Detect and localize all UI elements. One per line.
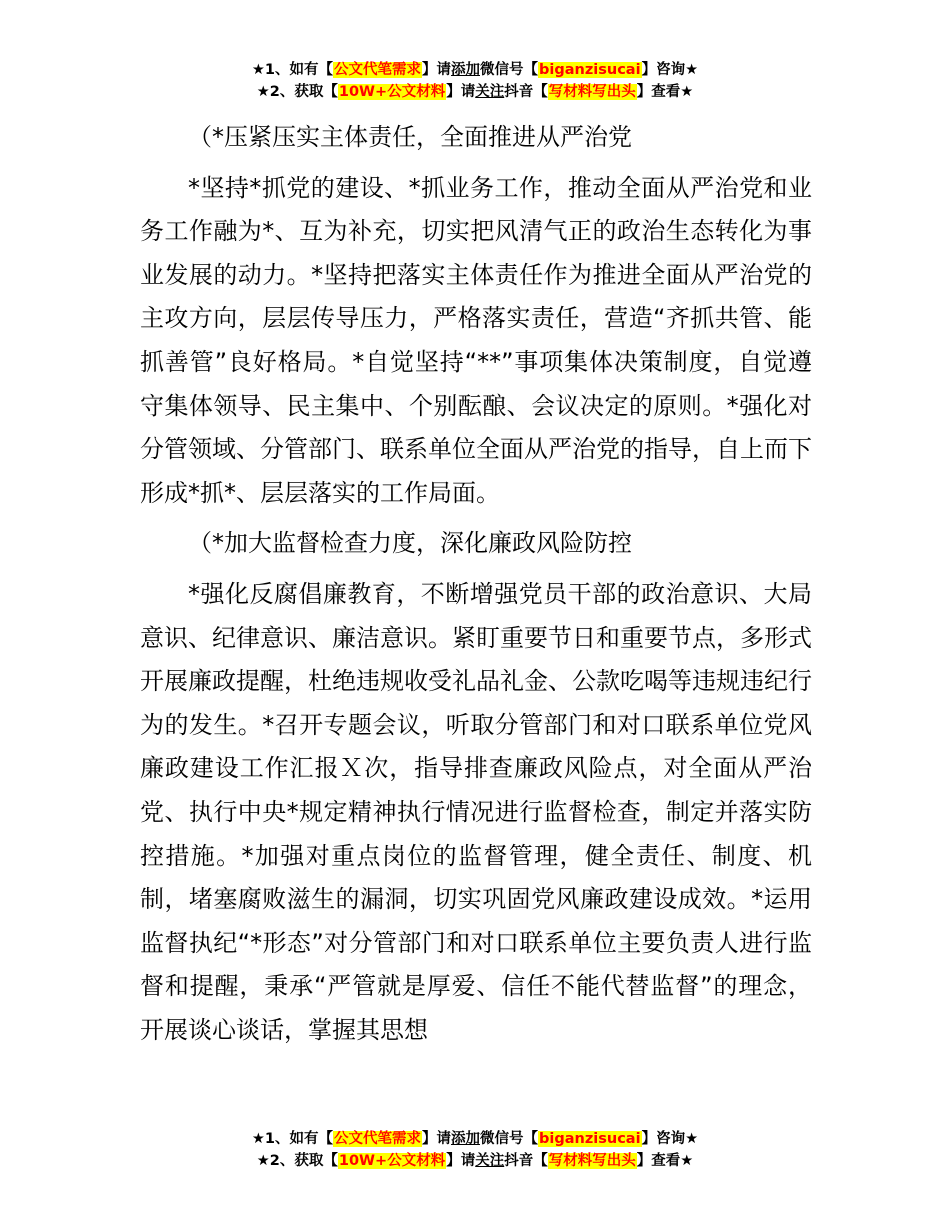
banner-line-1 — [0, 59, 950, 81]
banner-highlight: 写材料写出头 — [548, 1153, 636, 1169]
banner-line-2 — [0, 1150, 950, 1172]
banner-text: 】咨询★ — [641, 1131, 699, 1147]
section-heading-2: （*加大监督检查力度，深化廉政风险防控 — [188, 529, 632, 558]
banner-text: 微信号【 — [480, 1131, 539, 1147]
banner-highlight: 公文代笔需求 — [334, 62, 422, 78]
paragraph-2: *强化反腐倡廉教育，不断增强党员干部的政治意识、大局意识、纪律意识、廉洁意识。紧盯重要节日和重要节点，多形式开展廉政提醒，杜绝违规收受礼品礼金、公款吃喝等违规违纪行为的发生。*召开专题会议，听取分管部门和对口联系单位党风廉政建设工作汇报Ｘ次，指导排查廉政风险点，对全面从严治党、执行中央*规定精神执行情况进行监督检查，制定并落实防控措施。*加强对重点岗位的监督管理，健全责任、制度、机制，堵塞腐败滋生的漏洞，切实巩固党风廉政建设成效。*运用监督执纪“*形态”对分管部门和对口联系单位主要负责人进行监督和提醒，秉承“严管就是厚爱、信任不能代替监督”的理念，开展谈心谈话，掌握其思想 — [140, 579, 812, 1044]
header-banner — [0, 59, 950, 103]
banner-underline: 添加 — [451, 1131, 481, 1147]
banner-highlight: 写材料写出头 — [548, 84, 636, 100]
banner-underline: 关注 — [475, 84, 505, 100]
banner-highlight: biganzisucai — [539, 1131, 641, 1147]
banner-text: ★2、获取【 — [256, 1153, 338, 1169]
banner-underline: 添加 — [451, 62, 481, 78]
banner-text: 】请 — [422, 62, 452, 78]
banner-text: 】请 — [446, 84, 476, 100]
document-body — [140, 116, 812, 1059]
banner-text: 】请 — [446, 1153, 476, 1169]
banner-text: 】查看★ — [636, 1153, 694, 1169]
section-heading-1: （*压紧压实主体责任，全面推进从严治党 — [188, 123, 632, 151]
banner-text: 微信号【 — [480, 62, 539, 78]
banner-text: 抖音【 — [504, 1153, 548, 1169]
banner-highlight: 公文代笔需求 — [334, 1131, 422, 1147]
banner-text: ★1、如有【 — [251, 1131, 334, 1147]
banner-underline: 关注 — [475, 1153, 505, 1169]
banner-text: ★2、获取【 — [256, 84, 338, 100]
banner-highlight: 10W+公文材料 — [338, 1153, 446, 1169]
banner-highlight: biganzisucai — [539, 62, 641, 78]
banner-text: 抖音【 — [504, 84, 548, 100]
paragraph-1: *坚持*抓党的建设、*抓业务工作，推动全面从严治党和业务工作融为*、互为补充，切实把风清气正的政治生态转化为事业发展的动力。*坚持把落实主体责任作为推进全面从严治党的主攻方向，层层传导压力，严格落实责任，营造“齐抓共管、能抓善管”良好格局。*自觉坚持“**”事项集体决策制度，自觉遵守集体领导、民主集中、个别酝酿、会议决定的原则。*强化对分管领域、分管部门、联系单位全面从严治党的指导，自上而下形成*抓*、层层落实的工作局面。 — [140, 173, 812, 507]
banner-text: ★1、如有【 — [251, 62, 334, 78]
banner-text: 】咨询★ — [641, 62, 699, 78]
banner-text: 】查看★ — [636, 84, 694, 100]
footer-banner — [0, 1128, 950, 1172]
banner-highlight: 10W+公文材料 — [338, 84, 446, 100]
banner-line-2 — [0, 81, 950, 103]
banner-line-1 — [0, 1128, 950, 1150]
banner-text: 】请 — [422, 1131, 452, 1147]
